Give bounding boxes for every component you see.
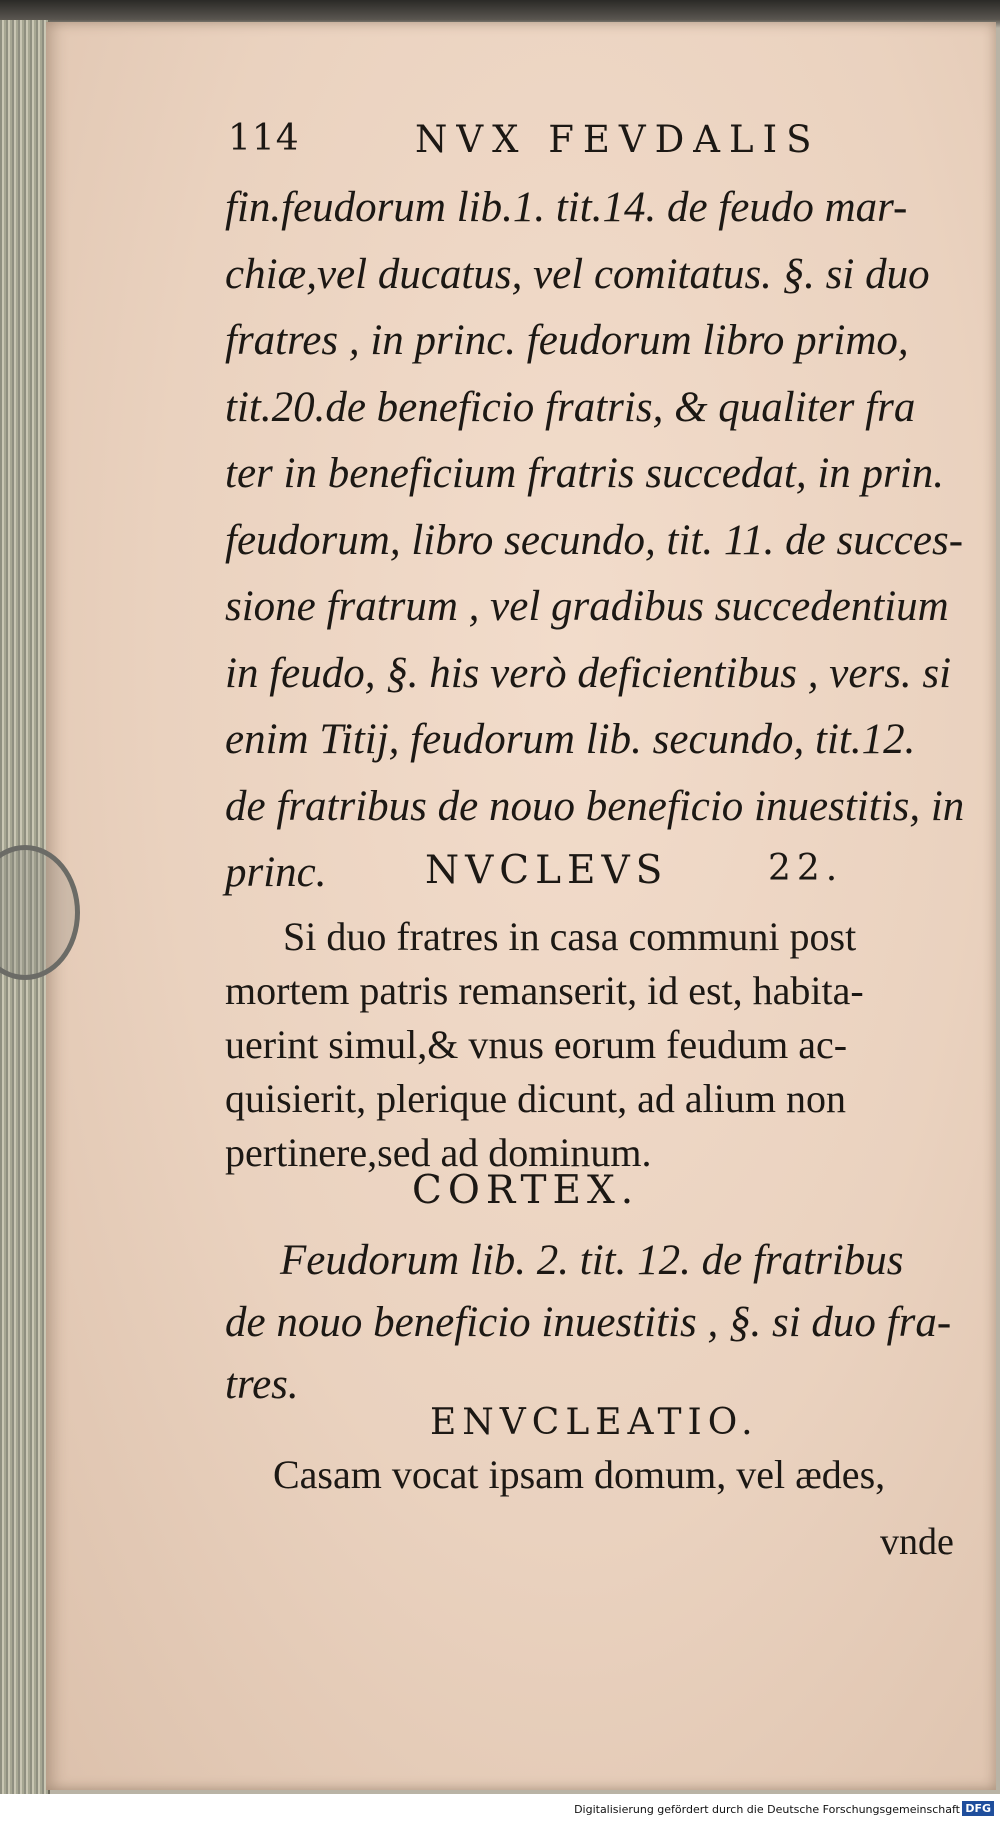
cortex-line: de nouo beneficio inuestitis , §. si duo fra- [225,1299,952,1346]
nucleus-line: uerint simul,& vnus eorum feudum ac- [225,1022,848,1067]
citation-line: tit.20.de beneficio fratris, & qualiter fra [225,383,916,431]
cortex-line: tres. [225,1361,299,1408]
cortex-line: Feudorum lib. 2. tit. 12. de fratribus [280,1237,904,1284]
catchword: vnde [880,1521,954,1563]
folio-number: 114 [228,118,300,159]
citation-line: fratres , in princ. feudorum libro primo, [225,317,909,364]
cortex-text [225,1230,980,1416]
citation-line: feudorum, libro secundo, tit. 11. de succes- [225,516,964,564]
citation-line: in feudo, §. his verò deficientibus , vers. si [225,649,952,697]
enucleatio-line: Casam vocat ipsam domum, vel ædes, [273,1452,886,1497]
cortex-heading: CORTEX. [412,1168,640,1213]
top-citation-block [225,175,980,907]
citation-line: fin.feudorum lib.1. tit.14. de feudo mar- [225,184,908,231]
enucleatio-heading: ENVCLEATIO. [430,1402,759,1443]
nucleus-line: quisierit, plerique dicunt, ad alium non [225,1076,846,1121]
citation-line: de fratribus de nouo beneficio inuestitis, in [225,782,965,830]
nucleus-text [225,910,980,1180]
citation-line: enim Titij, feudorum lib. secundo, tit.12. [225,716,916,763]
nucleus-line: pertinere,sed ad dominum. [225,1130,652,1175]
footer-credit: Digitalisierung gefördert durch die Deutsche Forschungsgemeinschaft [574,1803,960,1816]
nucleus-line: Si duo fratres in casa communi post [283,914,857,959]
nucleus-line: mortem patris remanserit, id est, habita- [225,968,864,1013]
page-header [0,118,1000,178]
nucleus-number: 22. [768,848,844,889]
dfg-logo: DFG [962,1801,994,1816]
running-head: NVX FEVDALIS [415,118,821,161]
citation-line: ter in beneficium fratris succedat, in prin. [225,450,944,497]
citation-line: chiæ,vel ducatus, vel comitatus. §. si duo [225,250,930,298]
enucleatio-text [225,1448,980,1502]
citation-line: sione fratrum , vel gradibus succedentium [225,583,949,630]
nucleus-heading: NVCLEVS [425,848,669,893]
citation-line: princ. [225,849,327,896]
